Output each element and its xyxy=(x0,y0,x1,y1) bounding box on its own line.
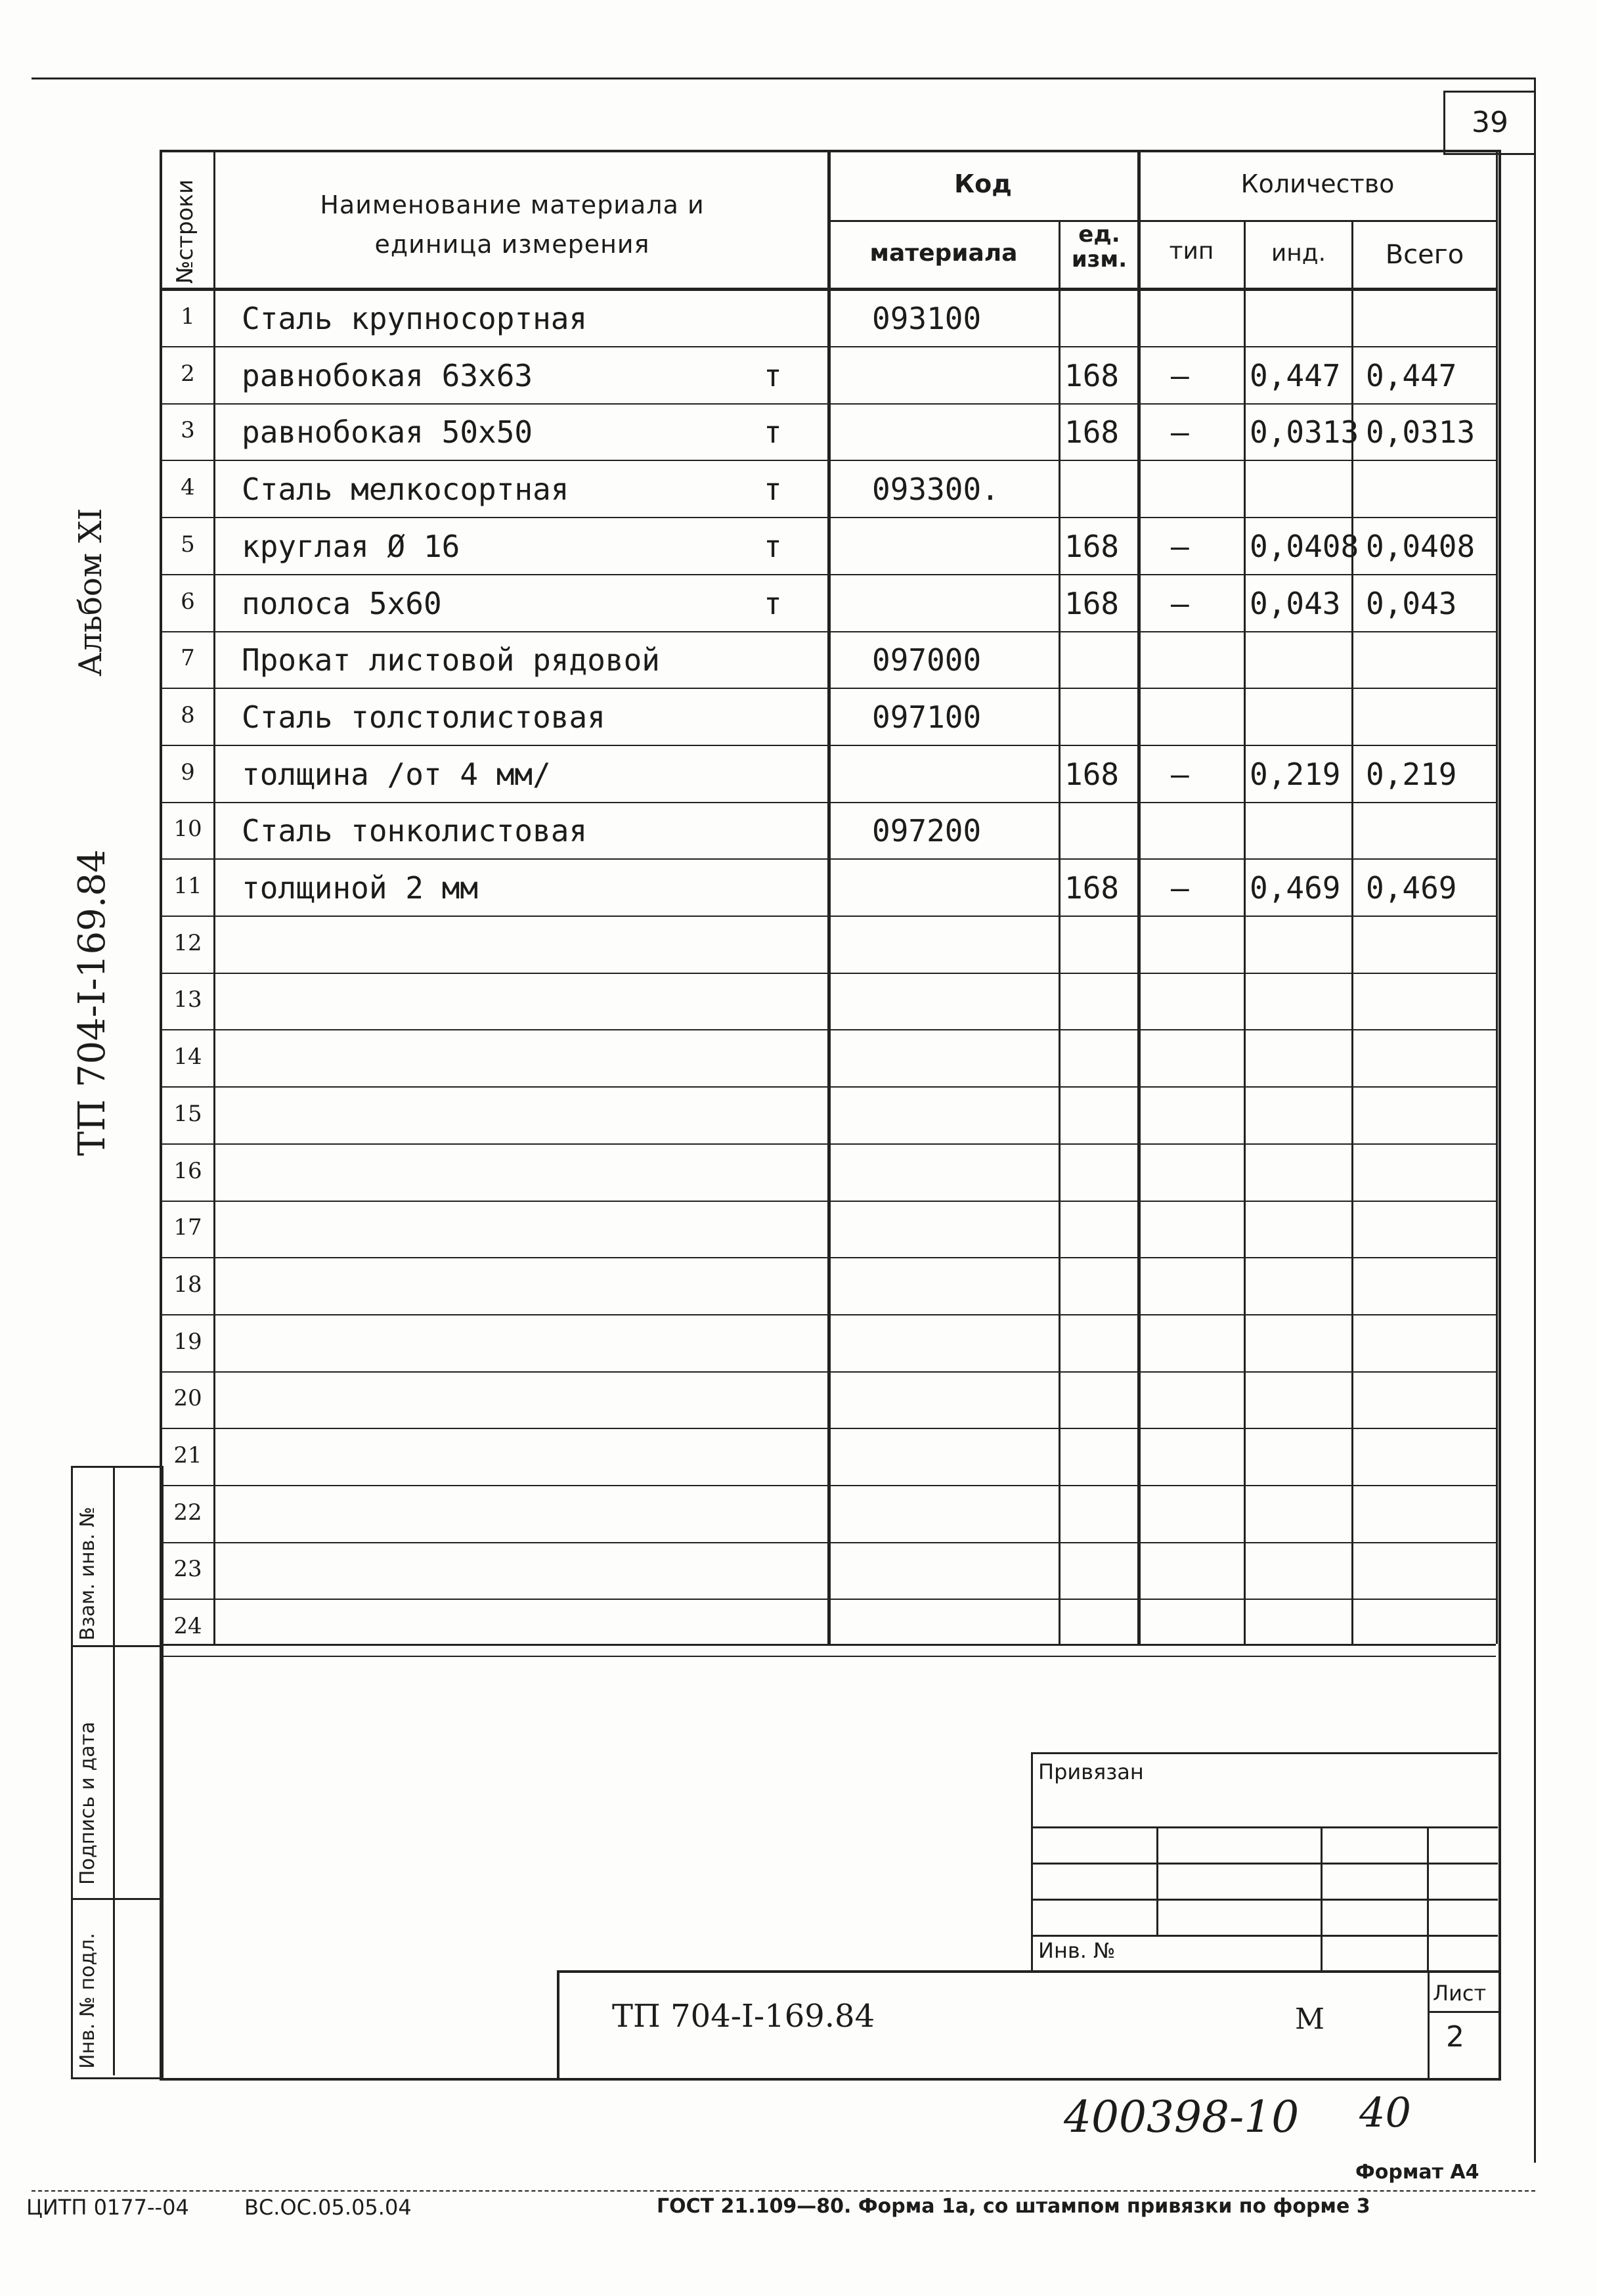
inv-podl-label: Инв. № подл. xyxy=(76,1933,99,2069)
privyazan-v3 xyxy=(1427,1826,1429,1971)
row-name: круглая Ø 16 xyxy=(242,529,460,564)
row-ind: 0,043 xyxy=(1250,586,1341,621)
designation-box xyxy=(557,1970,1499,2078)
row-code: 093100 xyxy=(872,301,982,336)
table-row xyxy=(160,1371,1496,1428)
header-kolichestvo: Количество xyxy=(1240,169,1395,198)
table-row xyxy=(160,972,1496,1029)
header-kod: Код xyxy=(954,169,1012,198)
table-row xyxy=(160,745,1496,802)
row-number: 17 xyxy=(173,1214,202,1241)
row-tip: – xyxy=(1171,870,1189,906)
table-row xyxy=(160,1485,1496,1542)
row-ind: 0,0408 xyxy=(1250,529,1359,564)
list-label: Лист xyxy=(1433,1981,1487,2006)
row-number: 14 xyxy=(173,1044,202,1070)
row-tip: – xyxy=(1171,414,1189,450)
handwritten-number: 400398-10 xyxy=(1064,2092,1300,2142)
row-ind: 0,447 xyxy=(1250,358,1341,393)
row-unit: т xyxy=(764,414,782,450)
row-name: толщина /от 4 мм/ xyxy=(242,757,551,792)
header-name xyxy=(263,185,762,264)
row-tip: – xyxy=(1171,757,1189,792)
table-row xyxy=(160,688,1496,745)
row-vsego: 0,447 xyxy=(1366,358,1457,393)
row-tip: – xyxy=(1171,586,1189,621)
table-row xyxy=(160,460,1496,517)
row-unit: т xyxy=(764,586,782,621)
row-ind: 0,0313 xyxy=(1250,414,1359,450)
table-row xyxy=(160,1143,1496,1201)
privyazan-box xyxy=(1031,1752,1498,1972)
table-row xyxy=(160,858,1496,916)
row-code: 097100 xyxy=(872,699,982,735)
row-number: 5 xyxy=(181,531,195,558)
row-number: 7 xyxy=(181,645,195,671)
row-ed: 168 xyxy=(1064,358,1120,393)
header-ed-izm: ед. изм. xyxy=(1071,221,1127,273)
row-number: 8 xyxy=(181,702,195,728)
row-number: 23 xyxy=(173,1556,202,1582)
table-row xyxy=(160,1541,1496,1599)
row-name: Сталь мелкосортная xyxy=(242,472,569,507)
row-number: 18 xyxy=(173,1271,202,1298)
header-tip: тип xyxy=(1169,238,1214,265)
row-name: Сталь толстолистовая xyxy=(242,699,605,735)
table-row xyxy=(160,574,1496,631)
row-unit: т xyxy=(764,358,782,393)
row-ed: 168 xyxy=(1064,414,1120,450)
row-number: 21 xyxy=(173,1442,202,1468)
row-number: 22 xyxy=(173,1499,202,1526)
row-number: 6 xyxy=(181,588,195,615)
row-vsego: 0,0408 xyxy=(1366,529,1476,564)
row-number: 4 xyxy=(181,474,195,500)
header-vsego: Всего xyxy=(1385,240,1464,270)
title-block-top xyxy=(160,1644,1496,1646)
row-number: 20 xyxy=(173,1385,202,1411)
sheet-number-box xyxy=(1443,91,1535,155)
row-number: 16 xyxy=(173,1158,202,1184)
vzam-inv-label: Взам. инв. № xyxy=(76,1507,99,1641)
designation-text: ТП 704-I-169.84 xyxy=(612,1998,875,2035)
header-material: материала xyxy=(869,240,1018,267)
list-hline xyxy=(1428,2011,1499,2013)
row-number: 3 xyxy=(181,417,195,443)
table-row xyxy=(160,1599,1496,1656)
row-code: 097000 xyxy=(872,642,982,678)
handwritten-page: 40 xyxy=(1359,2088,1411,2136)
row-code: 097200 xyxy=(872,813,982,849)
row-ed: 168 xyxy=(1064,529,1120,564)
table-row xyxy=(160,1086,1496,1143)
header-name-text: Наименование материала и единица измерения xyxy=(320,190,705,259)
privyazan-v1 xyxy=(1156,1826,1158,1935)
footer-line xyxy=(32,2190,1535,2192)
row-number: 13 xyxy=(173,986,202,1013)
project-side-label: ТП 704-I-169.84 xyxy=(71,849,114,1156)
footer-gost: ГОСТ 21.109—80. Форма 1а, со штампом привязки по форме 3 xyxy=(657,2195,1370,2218)
row-vsego: 0,0313 xyxy=(1366,414,1476,450)
row-name: Сталь крупносортная xyxy=(242,301,588,336)
page-top-line xyxy=(32,77,1535,79)
privyazan-label: Привязан xyxy=(1038,1759,1144,1784)
table-row xyxy=(160,1428,1496,1485)
row-number: 15 xyxy=(173,1101,202,1127)
row-ind: 0,219 xyxy=(1250,757,1341,792)
footer-code-1: ЦИТП 0177--04 xyxy=(26,2195,189,2220)
format-label: Формат А4 xyxy=(1355,2161,1479,2184)
row-code: 093300. xyxy=(872,472,999,507)
header-mid-line xyxy=(827,220,1496,222)
row-unit: т xyxy=(764,472,782,507)
footer-code-2: ВС.ОС.05.05.04 xyxy=(244,2195,412,2220)
header-row-no: №строки xyxy=(172,179,198,284)
inv-no-label: Инв. № xyxy=(1038,1938,1116,1963)
row-name: толщиной 2 мм xyxy=(242,870,479,906)
left-stamp-sep2 xyxy=(71,1898,160,1900)
row-unit: т xyxy=(764,529,782,564)
row-name: равнобокая 63х63 xyxy=(242,358,533,393)
row-tip: – xyxy=(1171,358,1189,393)
table-row xyxy=(160,916,1496,973)
podpis-data-label: Подпись и дата xyxy=(76,1721,99,1885)
row-number: 19 xyxy=(173,1329,202,1355)
page-right-border xyxy=(1534,77,1536,2163)
table-row xyxy=(160,1029,1496,1086)
table-row xyxy=(160,1257,1496,1314)
table-row xyxy=(160,289,1496,346)
row-number: 9 xyxy=(181,759,195,785)
row-name: Сталь тонколистовая xyxy=(242,813,588,849)
row-number: 1 xyxy=(181,303,195,330)
header-ind: инд. xyxy=(1271,240,1326,267)
table-row xyxy=(160,403,1496,460)
list-divider xyxy=(1428,1973,1430,2078)
table-row xyxy=(160,630,1496,688)
table-row xyxy=(160,1314,1496,1371)
row-vsego: 0,219 xyxy=(1366,757,1457,792)
row-ed: 168 xyxy=(1064,870,1120,906)
left-stamp-divider xyxy=(113,1466,115,2075)
row-vsego: 0,043 xyxy=(1366,586,1457,621)
privyazan-v2 xyxy=(1321,1826,1323,1971)
album-label: Альбом XI xyxy=(72,508,109,676)
col-line-right xyxy=(1496,150,1498,1644)
row-name: Прокат листовой рядовой xyxy=(242,642,660,678)
row-name: равнобокая 50х50 xyxy=(242,414,533,450)
row-separator xyxy=(160,1656,1496,1657)
row-number: 24 xyxy=(173,1613,202,1639)
row-number: 11 xyxy=(173,873,202,899)
row-ed: 168 xyxy=(1064,757,1120,792)
letter-m: М xyxy=(1295,2002,1325,2036)
row-ind: 0,469 xyxy=(1250,870,1341,906)
sheet-number: 39 xyxy=(1472,106,1508,139)
table-row xyxy=(160,801,1496,858)
left-stamp-sep1 xyxy=(71,1645,160,1647)
row-number: 12 xyxy=(173,930,202,956)
row-number: 10 xyxy=(173,816,202,842)
table-row xyxy=(160,517,1496,574)
row-tip: – xyxy=(1171,529,1189,564)
table-row xyxy=(160,1200,1496,1257)
row-name: полоса 5х60 xyxy=(242,586,442,621)
list-value: 2 xyxy=(1446,2020,1464,2054)
row-vsego: 0,469 xyxy=(1366,870,1457,906)
table-row xyxy=(160,346,1496,403)
row-number: 2 xyxy=(181,361,195,387)
row-ed: 168 xyxy=(1064,586,1120,621)
